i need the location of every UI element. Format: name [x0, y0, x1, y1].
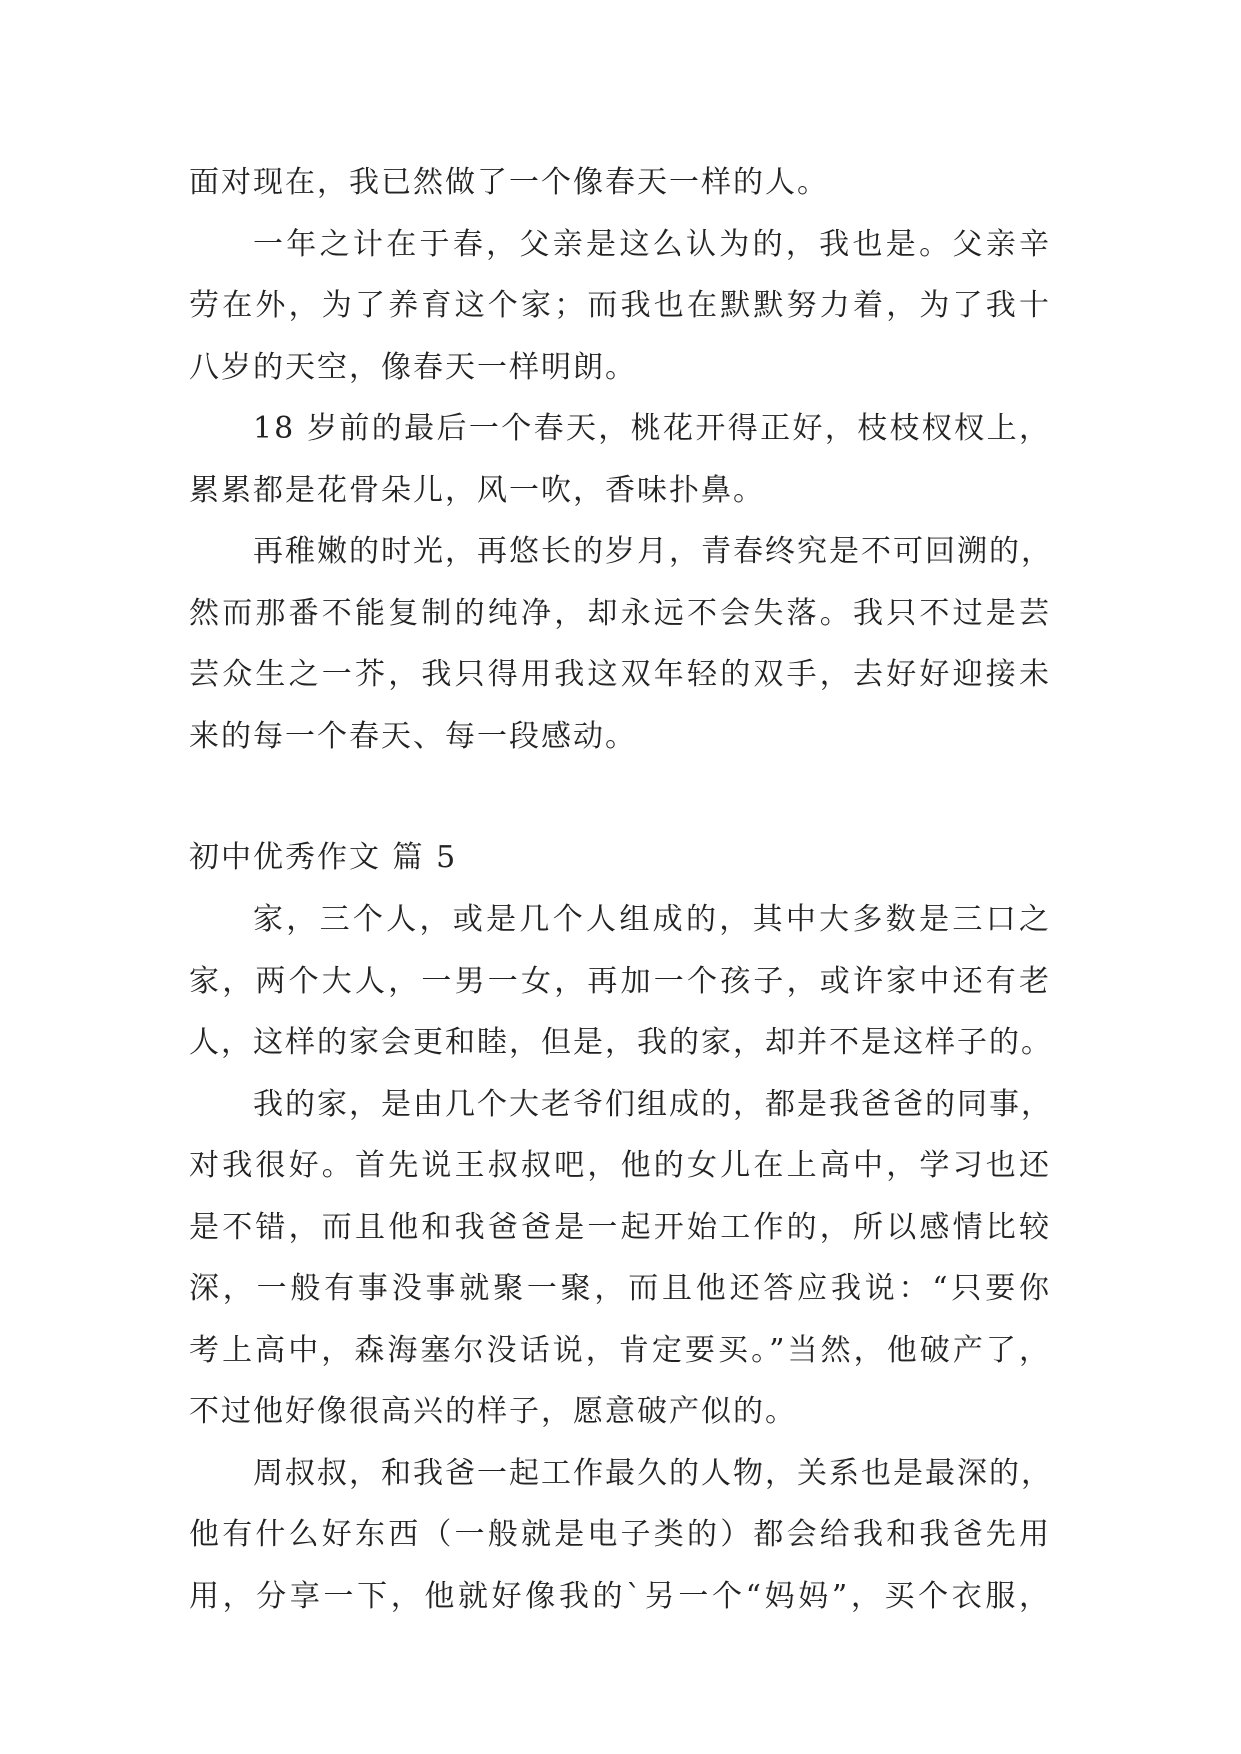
- text-line: 周叔叔，和我爸一起工作最久的人物，关系也是最深的，: [253, 1455, 1053, 1491]
- text-line: 再稚嫩的时光，再悠长的岁月，青春终究是不可回溯的，: [253, 534, 1053, 569]
- section-gap: [189, 767, 1051, 827]
- text-line: 累累都是花骨朵儿，风一吹，香味扑鼻。: [189, 472, 765, 508]
- text-line: 不过他好像很高兴的样子，愿意破产似的。: [189, 1394, 797, 1429]
- text-line: 考上高中，森海塞尔没话说，肯定要买。”当然，他破产了，: [189, 1332, 1051, 1368]
- text-line: 我的家，是由几个大老爷们组成的，都是我爸爸的同事，: [253, 1086, 1053, 1122]
- text-line: 面对现在，我已然做了一个像春天一样的人。: [189, 165, 829, 200]
- text-line: 深，一般有事没事就聚一聚，而且他还答应我说：“只要你: [189, 1271, 1051, 1306]
- section-heading: 初中优秀作文 篇 5: [189, 840, 458, 875]
- text-line: 人，这样的家会更和睦，但是，我的家，却并不是这样子的。: [189, 1025, 1053, 1060]
- text-line: 劳在外，为了养育这个家；而我也在默默努力着，为了我十: [189, 288, 1051, 323]
- text-line: 家，两个大人，一男一女，再加一个孩子，或许家中还有老: [189, 963, 1051, 999]
- text-line: 来的每一个春天、每一段感动。: [189, 718, 637, 754]
- text-line: 然而那番不能复制的纯净，却永远不会失落。我只不过是芸: [189, 595, 1051, 631]
- text-line: 一年之计在于春，父亲是这么认为的，我也是。父亲辛: [253, 226, 1051, 262]
- text-line: 芸众生之一芥，我只得用我这双年轻的双手，去好好迎接未: [189, 657, 1051, 692]
- text-line: 用，分享一下，他就好像我的`另一个“妈妈”，买个衣服，: [189, 1578, 1051, 1614]
- text-line: 家，三个人，或是几个人组成的，其中大多数是三口之: [253, 902, 1051, 937]
- text-line: 对我很好。首先说王叔叔吧，他的女儿在上高中，学习也还: [189, 1148, 1051, 1183]
- text-line: 是不错，而且他和我爸爸是一起开始工作的，所以感情比较: [189, 1209, 1051, 1245]
- document-body: [189, 152, 1051, 1627]
- text-line: 八岁的天空，像春天一样明朗。: [189, 349, 637, 385]
- text-line: 他有什么好东西（一般就是电子类的）都会给我和我爸先用: [189, 1517, 1051, 1552]
- text-line: 18 岁前的最后一个春天，桃花开得正好，枝枝杈杈上，: [253, 411, 1051, 446]
